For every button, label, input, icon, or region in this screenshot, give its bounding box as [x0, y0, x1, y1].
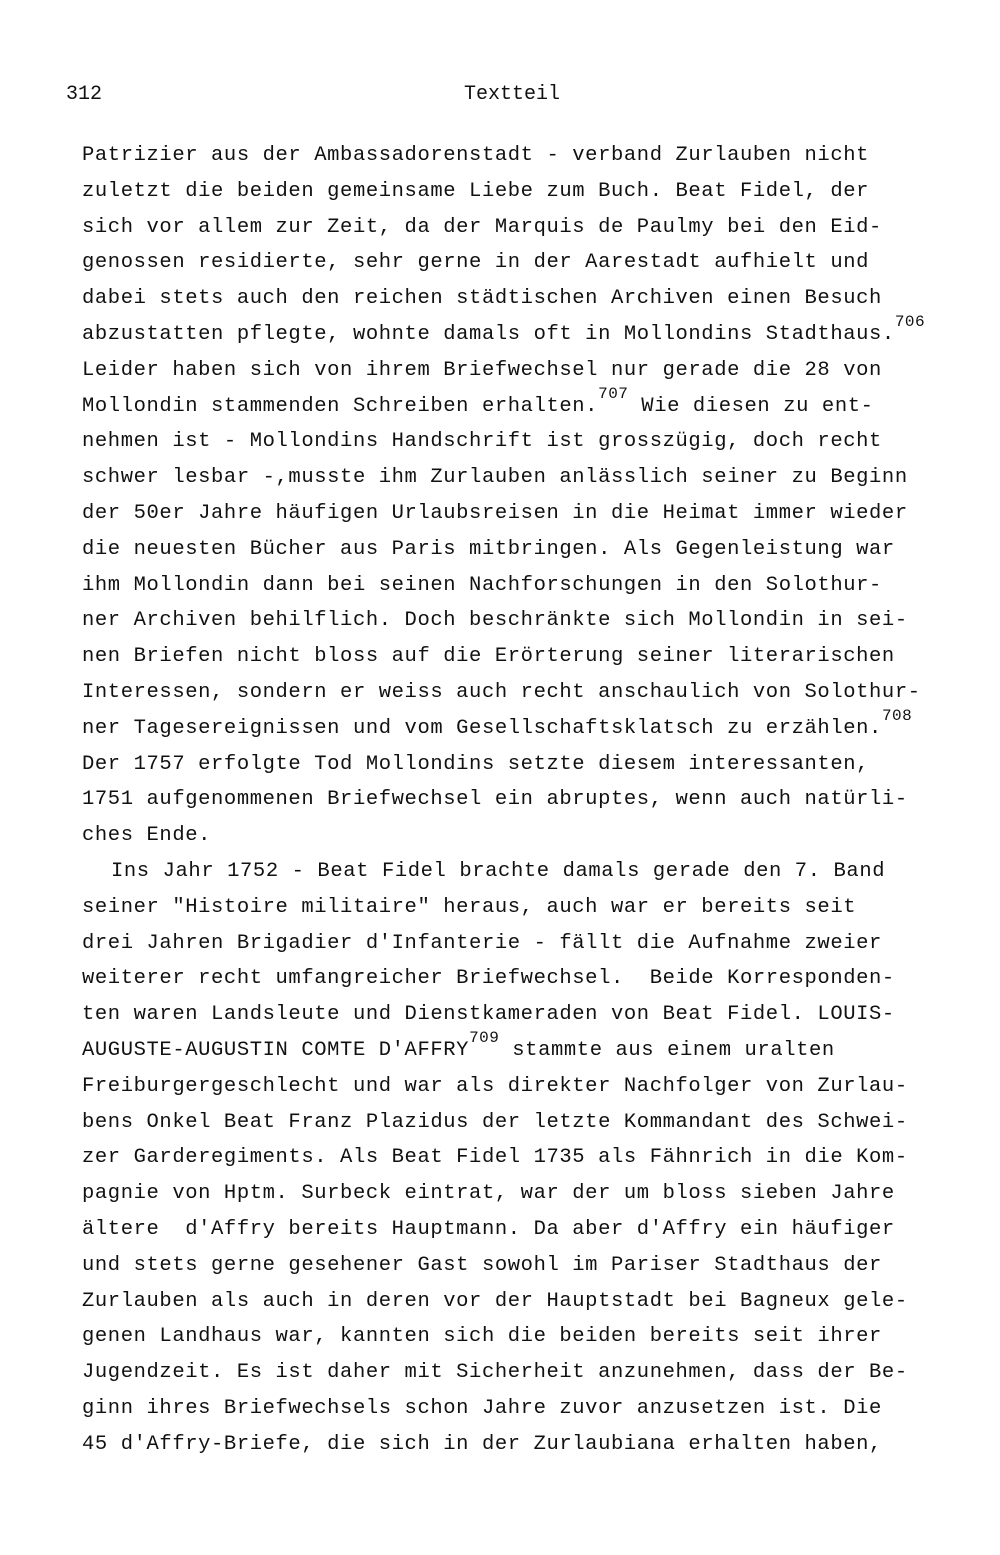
line-text: ginn ihres Briefwechsels schon Jahre zuvor anzusetzen ist. Die — [82, 1396, 882, 1420]
line-text: 45 d'Affry-Briefe, die sich in der Zurlaubiana erhalten haben, — [82, 1432, 882, 1456]
line-text: ner Archiven behilflich. Doch beschränkte sich Mollondin in sei- — [82, 609, 908, 633]
text-line — [82, 1427, 962, 1463]
text-line — [82, 706, 962, 747]
line-text: Ins Jahr 1752 - Beat Fidel brachte damals gerade den 7. Band — [111, 859, 886, 883]
line-text: AUGUSTE-AUGUSTIN COMTE D'AFFRY — [82, 1038, 470, 1062]
text-line — [82, 782, 962, 818]
line-text: zer Garderegiments. Als Beat Fidel 1735 als Fähnrich in die Kom- — [82, 1146, 908, 1170]
line-text: nehmen ist - Mollondins Handschrift ist grosszügig, doch recht — [82, 430, 882, 454]
text-line — [82, 1355, 962, 1391]
page-header — [66, 80, 936, 110]
line-text: nen Briefen nicht bloss auf die Erörterung seiner literarischen — [82, 645, 895, 669]
line-text: der 50er Jahre häufigen Urlaubsreisen in die Heimat immer wieder — [82, 501, 908, 525]
line-text: Patrizier aus der Ambassadorenstadt - verband Zurlauben nicht — [82, 144, 870, 167]
text-line — [82, 1212, 962, 1248]
text-line — [82, 747, 962, 783]
text-line — [82, 174, 962, 210]
text-line — [82, 384, 962, 425]
text-line — [82, 1319, 962, 1355]
text-line — [82, 818, 962, 854]
line-text: Zurlauben als auch in deren vor der Hauptstadt bei Bagneux gele- — [82, 1289, 908, 1313]
text-line — [82, 1140, 962, 1176]
line-text: und stets gerne gesehener Gast sowohl im Pariser Stadthaus der — [82, 1253, 882, 1277]
text-line — [82, 353, 962, 389]
text-line — [82, 926, 962, 962]
text-line — [82, 210, 962, 246]
line-text: ältere d'Affry bereits Hauptmann. Da aber d'Affry ein häufiger — [82, 1217, 895, 1241]
text-line — [82, 138, 962, 174]
line-text: die neuesten Bücher aus Paris mitbringen. Als Gegenleistung war — [82, 537, 895, 561]
line-text: seiner "Histoire militaire" heraus, auch war er bereits seit — [82, 895, 857, 919]
text-line — [82, 603, 962, 639]
line-text-continued: stammte aus einem uralten — [499, 1038, 835, 1062]
text-line — [82, 1391, 962, 1427]
line-text: ner Tagesereignissen und vom Gesellschaftsklatsch zu erzählen. — [82, 716, 882, 740]
line-text: drei Jahren Brigadier d'Infanterie - fällt die Aufnahme zweier — [82, 931, 882, 955]
line-text: schwer lesbar -,musste ihm Zurlauben anlässlich seiner zu Beginn — [82, 466, 908, 490]
text-line — [82, 312, 962, 353]
line-text: ten waren Landsleute und Dienstkameraden von Beat Fidel. LOUIS- — [82, 1003, 895, 1027]
text-line — [82, 639, 962, 675]
line-text: Mollondin stammenden Schreiben erhalten. — [82, 394, 599, 418]
text-line — [82, 496, 962, 532]
text-line — [82, 1105, 962, 1141]
text-line — [82, 854, 962, 890]
footnote-reference: 709 — [469, 1028, 500, 1047]
line-text: 1751 aufgenommenen Briefwechsel ein abruptes, wenn auch natürli- — [82, 788, 908, 812]
line-text: ches Ende. — [82, 824, 212, 848]
text-line — [82, 1069, 962, 1105]
page-number: 312 — [66, 83, 103, 106]
body-text — [82, 138, 962, 1462]
line-text: zuletzt die beiden gemeinsame Liebe zum Buch. Beat Fidel, der — [82, 179, 870, 203]
text-line — [82, 1284, 962, 1320]
line-text: pagnie von Hptm. Surbeck eintrat, war der um bloss sieben Jahre — [82, 1182, 895, 1206]
text-line — [82, 1176, 962, 1212]
line-text: weiterer recht umfangreicher Briefwechsel. Beide Korresponden- — [82, 967, 895, 991]
text-line — [82, 460, 962, 496]
line-text: Der 1757 erfolgte Tod Mollondins setzte diesem interessanten, — [82, 752, 870, 776]
line-text: Freiburgergeschlecht und war als direkter Nachfolger von Zurlau- — [82, 1074, 908, 1098]
line-text: ihm Mollondin dann bei seinen Nachforschungen in den Solothur- — [82, 573, 882, 597]
text-line — [82, 281, 962, 317]
line-text: genossen residierte, sehr gerne in der Aarestadt aufhielt und — [82, 251, 870, 275]
line-text: sich vor allem zur Zeit, da der Marquis de Paulmy bei den Eid- — [82, 215, 882, 239]
footnote-reference: 707 — [598, 384, 629, 403]
line-text: Jugendzeit. Es ist daher mit Sicherheit anzunehmen, dass der Be- — [82, 1361, 908, 1385]
text-line — [82, 890, 962, 926]
line-text: dabei stets auch den reichen städtischen Archiven einen Besuch — [82, 287, 882, 311]
line-text: Leider haben sich von ihrem Briefwechsel nur gerade die 28 von — [82, 358, 882, 382]
line-text: Interessen, sondern er weiss auch recht anschaulich von Solothur- — [82, 680, 921, 704]
text-line — [82, 961, 962, 997]
text-line — [82, 424, 962, 460]
text-line — [82, 997, 962, 1033]
line-text-continued: Wie diesen zu ent- — [628, 394, 874, 418]
footnote-reference: 708 — [881, 706, 913, 725]
line-text: abzustatten pflegte, wohnte damals oft in Mollondins Stadthaus. — [82, 322, 895, 346]
text-line — [82, 532, 962, 568]
text-line — [82, 1028, 962, 1069]
line-text: genen Landhaus war, kannten sich die beiden bereits seit ihrer — [82, 1325, 882, 1349]
line-text: bens Onkel Beat Franz Plazidus der letzte Kommandant des Schwei- — [82, 1110, 908, 1134]
text-line — [82, 245, 962, 281]
text-line — [82, 1248, 962, 1284]
text-line — [82, 675, 962, 711]
footnote-reference: 706 — [894, 312, 926, 331]
text-line — [82, 568, 962, 604]
running-title: Textteil — [464, 83, 561, 106]
